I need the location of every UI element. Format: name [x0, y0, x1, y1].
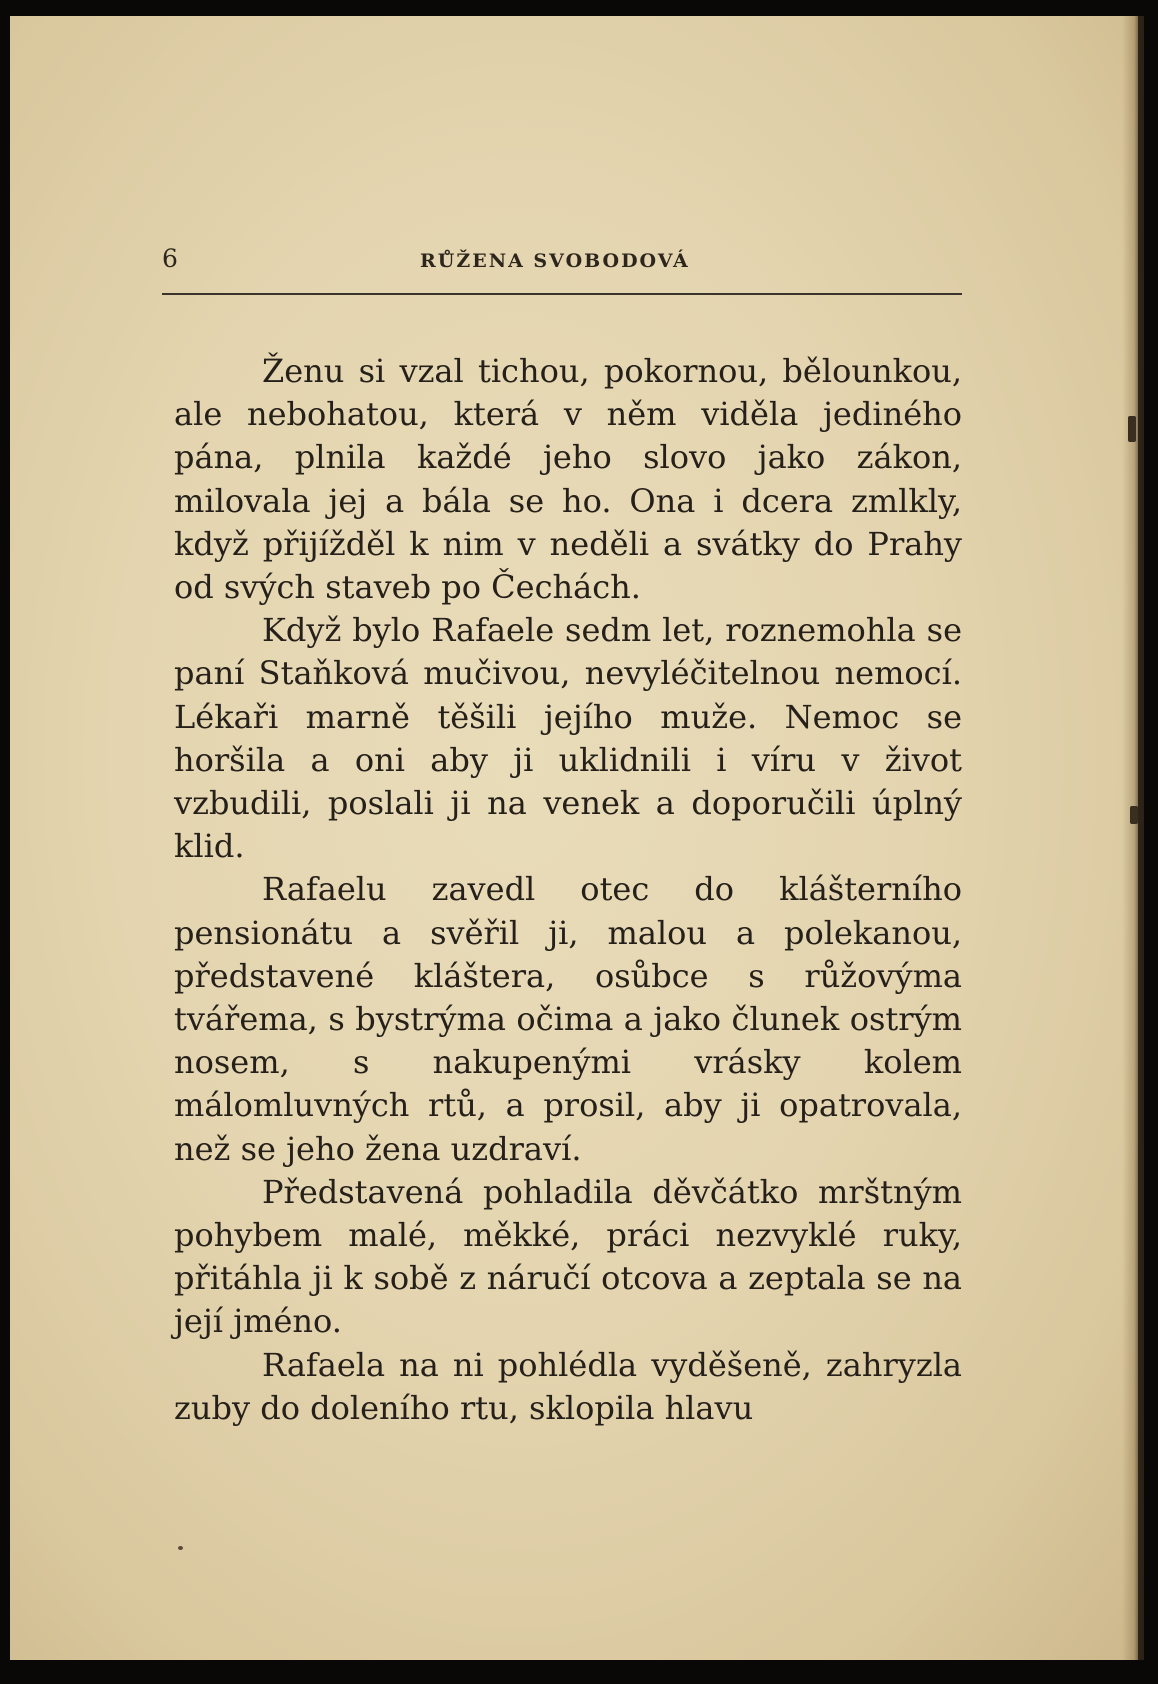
paragraph: Rafaelu zavedl otec do klášterního pensionátu a svěřil ji, malou a polekanou, představené kláštera, osůbce s růžovýma tvářema, s bystrýma očima a jako člunek ostrým nosem, s nakupenými vrásky kolem málomluvných rtů, a prosil, aby ji opatrovala, než se jeho žena uzdraví.	[174, 870, 962, 1168]
body-text	[174, 350, 962, 1430]
paragraph: Když bylo Rafaele sedm let, roznemohla se paní Staňková mučivou, nevyléčitelnou nemocí. Lékaři marně těšili jejího muže. Nemoc se horšila a oni aby ji uklidnili i víru v život vzbudili, poslali ji na venek a doporučili úplný klid.	[174, 611, 962, 866]
paragraph: Ženu si vzal tichou, pokornou, bělounkou, ale nebohatou, která v něm viděla jediného pána, plnila každé jeho slovo jako zákon, milovala jej a bála se ho. Ona i dcera zmlkly, když přijížděl k nim v neděli a svátky do Prahy od svých staveb po Čechách.	[174, 352, 962, 607]
page-header	[162, 244, 962, 284]
paper-speck	[178, 1546, 183, 1550]
binding-mark	[1128, 416, 1136, 442]
paragraph: Rafaela na ni pohlédla vyděšeně, zahryzla zuby do doleního rtu, sklopila hlavu	[174, 1345, 962, 1427]
running-head: RŮŽENA SVOBODOVÁ	[420, 250, 690, 272]
paragraph: Představená pohladila děvčátko mrštným pohybem malé, měkké, práci nezvyklé ruky, přitáhla ji k sobě z náručí otcova a zeptala se na její jméno.	[174, 1172, 962, 1341]
binding-mark	[1130, 806, 1138, 824]
page-number: 6	[162, 244, 178, 273]
header-rule	[162, 293, 962, 295]
page-edge-shadow	[1122, 16, 1144, 1660]
